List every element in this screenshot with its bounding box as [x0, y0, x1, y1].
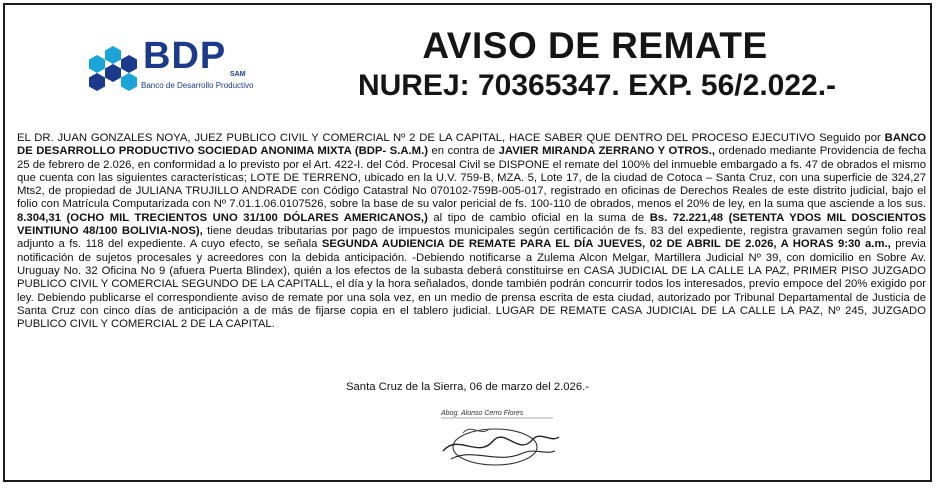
body-bold-hearing-date: SEGUNDA AUDIENCIA DE REMATE PARA EL DÍA JUEVES, 02 DE ABRIL DE 2.026, A HORAS 9:30 a.m.,	[321, 238, 891, 251]
notice-title: AVISO DE REMATE	[422, 25, 768, 66]
body-bold-usd-amount: 8.304,31 (OCHO MIL TRECIENTOS UNO 31/100 DÓLARES AMERICANOS,)	[17, 211, 428, 224]
logo-suffix: SAM	[230, 71, 246, 78]
stamp-lettering: Abog. Alonso Cerro Flores	[441, 410, 524, 417]
logo-subtitle: Banco de Desarrollo Productivo	[141, 81, 254, 90]
body-bold-creditor: BANCO DE DESARROLLO PRODUCTIVO SOCIEDAD ANONIMA MIXTA (BDP- S.A.M.)	[17, 132, 926, 158]
logo-wordmark: BDP	[143, 35, 227, 77]
body-bold-debtor: JAVIER MIRANDA ZERRANO Y OTROS.,	[498, 145, 715, 158]
body-text-5: tiene deudas tributarias por pago de impuestos municipales según certificación de fs. 83 del expediente, registra gravamen según folio real adjunto a fs. 118 del expediente. A cuyo efecto, se señala	[17, 225, 926, 251]
body-text-1: EL DR. JUAN GONZALES NOYA, JUEZ PUBLICO CIVIL Y COMERCIAL Nº 2 DE LA CAPITAL, HACE SABER QUE DENTRO DEL PROCESO EJECUTIVO Seguido por	[17, 132, 885, 144]
notice-body	[17, 132, 926, 331]
body-text-4: al tipo de cambio oficial en la suma de	[427, 211, 650, 224]
body-text-6: previa notificación de sujetos procesales y acreedores con la debida anticipación. -Debiendo notificarse a Zulema Alcon Melgar, Martillera Judicial Nº 39, con domicilio en Sobre Av. Uruguay No. 32 Oficina No 9 (afuera Puerta Blindex), quién a los efectos de la subasta deberá constituirse en CASA JUDICIAL DE LA CALLE LA PAZ, PRIMER PISO JUZGADO PUBLICO CIVIL Y COMERCIAL SEGUNDO DE LA CAPITALL, el día y la hora señalados, donde también podrán concurrir todos los interesados, previo empoce del 20% exigido por ley. Debiendo publicarse el correspondiente aviso de remate por una sola vez, en un medio de prensa escrita de esta ciudad, autorizado por Tribunal Departamental de Justicia de Santa Cruz con cinco días de anticipación a de más de fijarse copia en el tablero judicial. LUGAR DE REMATE CASA JUDICIAL DE LA CALLE LA PAZ, Nº 245, JUZGADO PUBLICO CIVIL Y COMERCIAL 2 DE LA CAPITAL.	[17, 238, 926, 331]
body-bold-bs-amount: Bs. 72.221,48 (SETENTA YDOS MIL DOSCIENTOS VEINTIUNO 48/100 BOLIVIA-NOS),	[17, 211, 927, 238]
notice-date: Santa Cruz de la Sierra, 06 de marzo del 2.026.-	[345, 381, 589, 393]
body-text-3: ordenado mediante Providencia de fecha 25 de febrero de 2.026, en conformidad a lo previsto por el Art. 422-I. del Cód. Procesal Civil se DISPONE el remate del 100% del inmueble embargado a fs. 47 de obrados el mismo que cuenta con las siguientes características; LOTE DE TERRENO, ubicado en la U.V. 759-B, MZA. 5, Lote 17, de la ciudad de Cotoca – Santa Cruz, con una superficie de 324,27 Mts2, de propiedad de JULIANA TRUJILLO ANDRADE con Código Catastral No 070102-759B-005-017, registrado en oficinas de Derechos Reales de este distrito judicial, bajo el folio con Matrícula Computarizada con Nº 7.01.1.06.0107526, sobre la base de su valor pericial de fs. 100-110 de obrados, menos el 20% de ley, en la suma que asciende a los sus.	[17, 145, 927, 211]
body-text-2: en contra de	[428, 145, 499, 158]
hexagon-cluster-icon	[83, 43, 143, 95]
notice-reference: NUREJ: 70365347. EXP. 56/2.022.-	[357, 69, 837, 102]
notice-header	[5, 5, 930, 123]
bdp-logo	[83, 35, 254, 99]
signature-stamp	[423, 403, 573, 473]
notice-frame	[3, 3, 932, 482]
